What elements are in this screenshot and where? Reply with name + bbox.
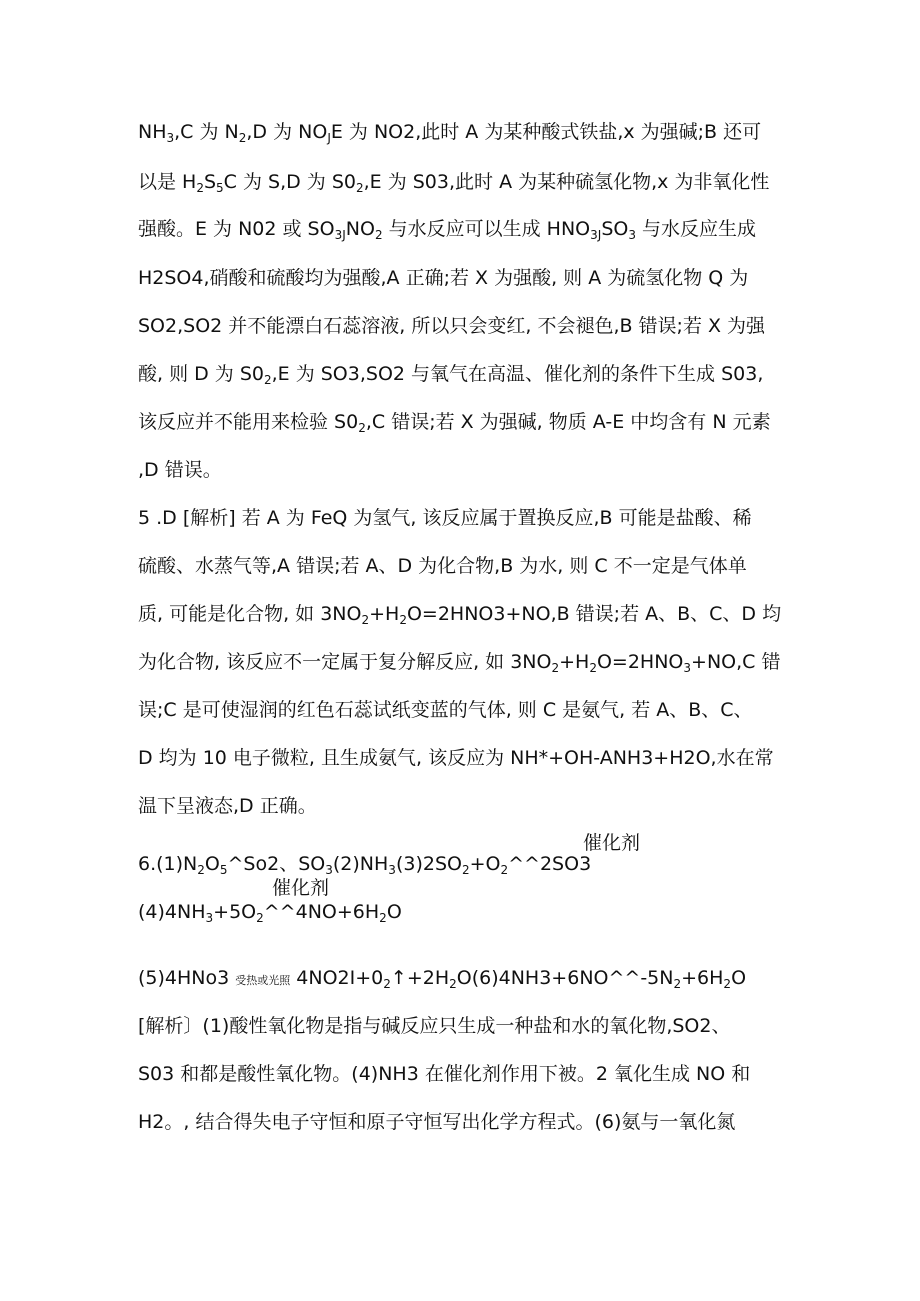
catalyst-label-1: 催化剂 — [583, 832, 641, 854]
text-line-1: $NH_3,C$ 为 $N_2,D$ 为 $NO_JE$ 为 NO2,此时 A 为某种酸式铁盐,x 为强碱;B 还可 — [138, 121, 762, 145]
text-line-20: S03 和都是酸性氧化物。(4)NH3 在催化剂作用下被。2 氧化生成 NO 和 — [138, 1063, 751, 1085]
text-line-15: 温下呈液态,D 正确。 — [138, 795, 317, 817]
text-line-3: 强酸。E 为 N02 或 $SO_{3J}NO_2$ 与水反应可以生成 $HNO_{3J}SO_3$ 与水反应生成 — [138, 218, 757, 242]
text-line-17: $(4)4NH_3+5O_2\^{}\^{}4NO+6H_2O$ — [138, 901, 402, 925]
text-line-7: 该反应并不能用来检验 $S0_2,C$ 错误;若 X 为强碱, 物质 A-E 中均含有 N 元素 — [138, 411, 771, 435]
text-line-2: 以是 $H_2S_5C$ 为 S,D 为 $S0_2,E$ 为 S03,此时 A 为某种硫氢化物,x 为非氧化性 — [138, 171, 770, 195]
text-line-5: SO2,SO2 并不能漂白石蕊溶液, 所以只会变红, 不会褪色,B 错误;若 X 为强 — [138, 315, 766, 337]
text-line-18: (5)4HNo3 受热或光照 $4NO2I+0_2↑+2H_2O(6)4NH3+6NO\^{}\^{}-5N_2+6H_2O$ — [138, 967, 747, 991]
catalyst-label-2: 催化剂 — [272, 877, 330, 899]
text-line-11: 质, 可能是化合物, 如 $3NO_2+H_2O=2HNO3+NO,B$ 错误;若 A、B、C、D 均 — [138, 603, 782, 627]
text-line-9: 5 .D [解析] 若 A 为 FeQ 为氢气, 该反应属于置换反应,B 可能是盐酸、稀 — [138, 507, 752, 529]
text-line-8: ,D 错误。 — [138, 459, 222, 481]
text-line-19: [解析〕(1)酸性氧化物是指与碱反应只生成一种盐和水的氧化物,SO2、 — [138, 1015, 731, 1037]
text-line-21: H2。, 结合得失电子守恒和原子守恒写出化学方程式。(6)氨与一氧化氮 — [138, 1111, 736, 1133]
text-line-13: 误;C 是可使湿润的红色石蕊试纸变蓝的气体, 则 C 是氨气, 若 A、B、C、 — [138, 699, 753, 721]
reaction-condition: 受热或光照 — [235, 974, 291, 987]
text-line-10: 硫酸、水蒸气等,A 错误;若 A、D 为化合物,B 为水, 则 C 不一定是气体单 — [138, 555, 747, 577]
text-line-4: H2SO4,硝酸和硫酸均为强酸,A 正确;若 X 为强酸, 则 A 为硫氢化物 Q 为 — [138, 267, 749, 289]
text-line-6: 酸, 则 D 为 $S0_2,E$ 为 SO3,SO2 与氧气在高温、催化剂的条件下生成 S03, — [138, 363, 764, 387]
text-line-14: D 均为 10 电子微粒, 且生成氨气, 该反应为 NH*+OH-ANH3+H2O,水在常 — [138, 747, 774, 769]
text-line-12: 为化合物, 该反应不一定属于复分解反应, 如 $3NO_2+H_2O=2HNO_3+NO,C$ 错 — [138, 651, 781, 675]
text-line-16: $6.(1)N_2O_5\^{}So2$、$SO_3(2)NH_3(3)2SO_2+O_2\^{}\^{}2SO3$ — [138, 853, 592, 877]
